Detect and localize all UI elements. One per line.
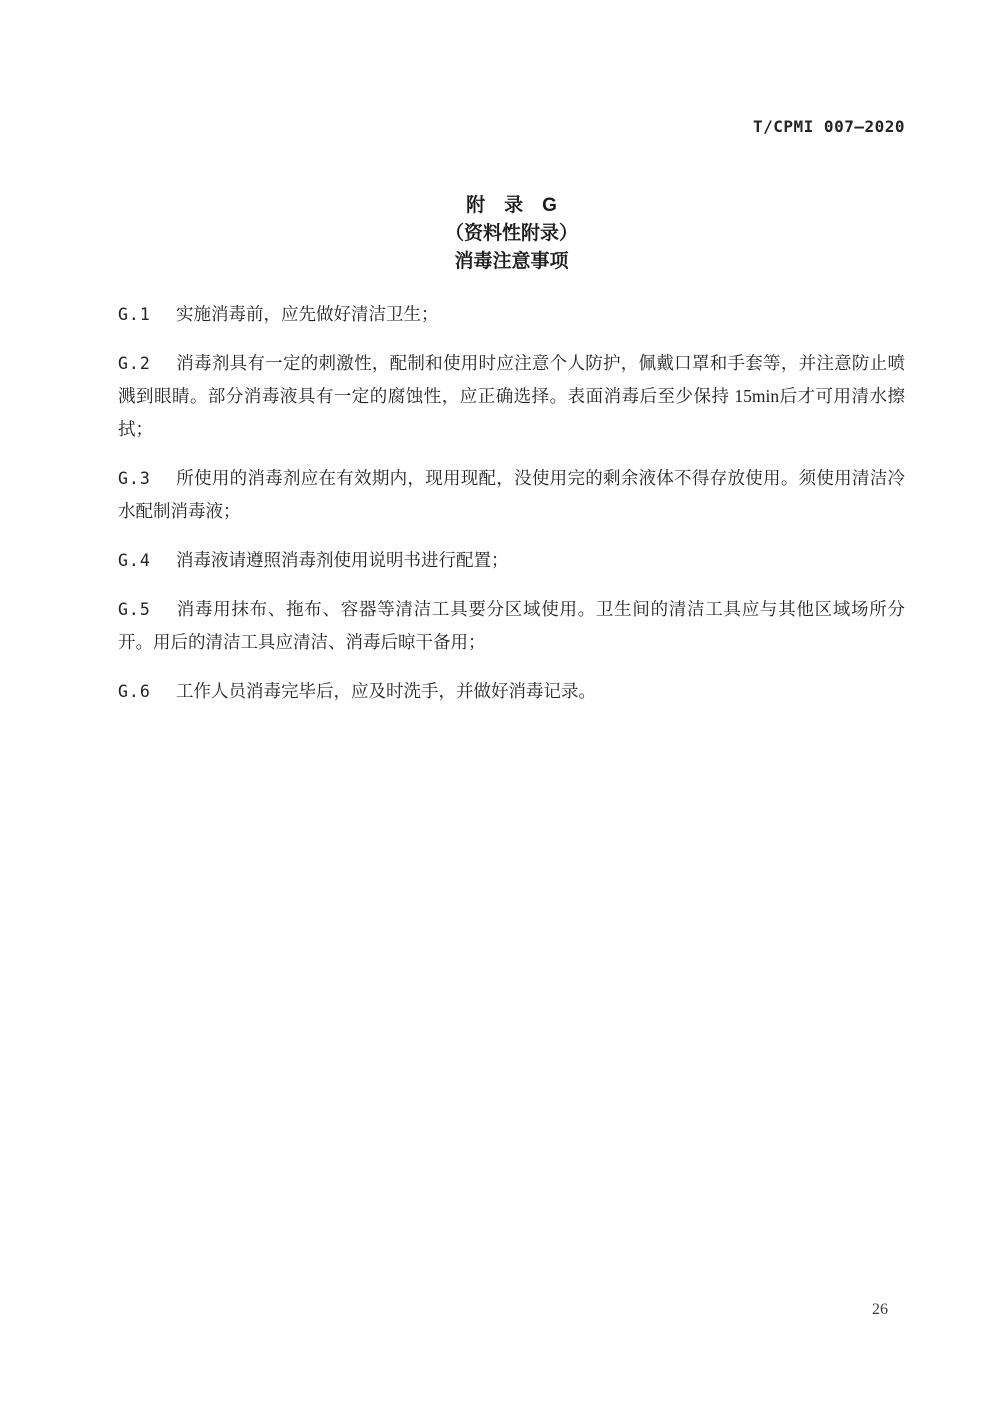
clause-g3-text: 所使用的消毒剂应在有效期内，现用现配，没使用完的剩余液体不得存放使用。须使用清洁冷水配制消毒液； — [118, 468, 905, 521]
appendix-title-line2: （资料性附录） — [444, 223, 578, 244]
clause-g1-label: G.1 — [118, 305, 151, 324]
clause-g4-text: 消毒液请遵照消毒剂使用说明书进行配置； — [176, 550, 509, 570]
clause-g2-label: G.2 — [118, 354, 151, 373]
clause-g1-text: 实施消毒前，应先做好清洁卫生； — [176, 304, 439, 324]
document-code-header: T/CPMI 007—2020 — [753, 117, 905, 136]
clause-g1 — [118, 298, 905, 331]
clause-g6-text: 工作人员消毒完毕后，应及时洗手，并做好消毒记录。 — [176, 681, 596, 701]
appendix-title-line1: 附 录 G — [466, 195, 557, 216]
clause-g6-label: G.6 — [118, 682, 151, 701]
clause-g4-label: G.4 — [118, 551, 151, 570]
clause-g5 — [118, 593, 905, 659]
clause-g4 — [118, 544, 905, 577]
appendix-title-line3: 消毒注意事项 — [454, 251, 569, 272]
clause-g5-text: 消毒用抹布、拖布、容器等清洁工具要分区域使用。卫生间的清洁工具应与其他区域场所分开。用后的清洁工具应清洁、消毒后晾干备用； — [118, 599, 905, 652]
clause-g5-label: G.5 — [118, 600, 151, 619]
clause-g2 — [118, 347, 905, 446]
appendix-title — [118, 192, 905, 276]
page-number: 26 — [872, 1301, 888, 1318]
clause-g3-label: G.3 — [118, 469, 151, 488]
clause-g2-text: 消毒剂具有一定的刺激性，配制和使用时应注意个人防护，佩戴口罩和手套等，并注意防止喷溅到眼睛。部分消毒液具有一定的腐蚀性，应正确选择。表面消毒后至少保持 15min后才可用清水擦拭； — [118, 353, 905, 439]
clause-g6 — [118, 675, 905, 708]
clause-g3 — [118, 462, 905, 528]
appendix-content — [118, 192, 905, 724]
